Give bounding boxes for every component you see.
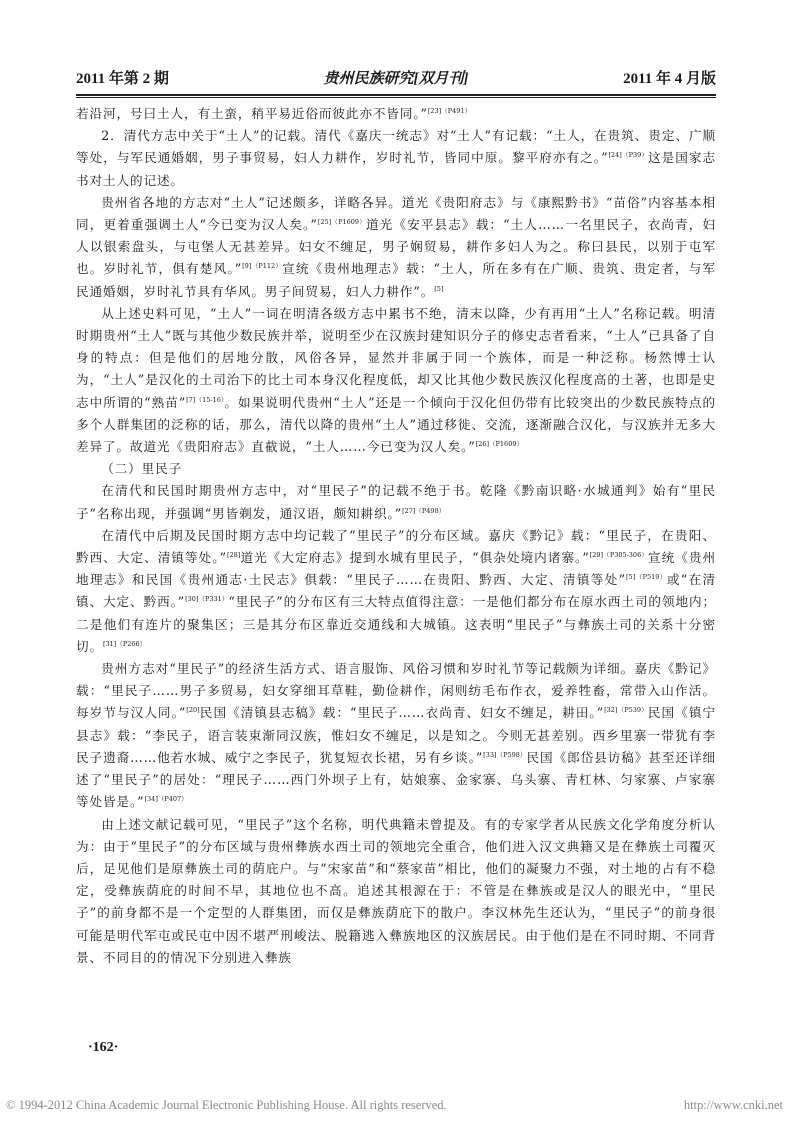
section-heading: （二）里民子 xyxy=(101,461,183,477)
paragraph: 从上述史料可见，“土人”一词在明清各级方志中累书不绝，清末以降，少有再用“土人”名称记载。明清时期贵州“土人”既与其他少数民族并举，说明至少在汉族封建知识分子的修史志者看来，“土人”已具备了自身的特点：但是他们的居地分散，风俗各异，显然并非属于同一个族体，而是一种泛称。杨然博士认为，“土人”是汉化的土司治下的比土司本身汉化程度低，却又比其他少数民族汉化程度高的土著，也即是史志中所谓的“熟苗”$^{[7](15-16)}$。如果说明代贵州“土人”还是一个倾向于汉化但仍带有比较突出的少数民族特点的多个人群集团的泛称的话，那么，清代以降的贵州“土人”通过移徙、交流，逐渐融合汉化，与汉族并无多大差异了。故道光《贵阳府志》直截说，“土人……今已变为汉人矣。”$^{[26](P1609)}$ xyxy=(76,305,716,455)
paragraph: 贵州省各地的方志对“土人”记述颇多，详略各异。道光《贵阳府志》与《康熙黔书》“苗俗”内容基本相同，更着重强调土人“今已变为汉人矣。”$^{[25](P1609)}$道光《安平县志》载：“土人……一名里民子，衣尚青，妇人以银索盘头，与屯堡人无甚差异。妇女不缠足，男子娴贸易，耕作多妇人为之。称曰县民，以别于屯军也。岁时礼节，俱有楚风。”$^{[9](P112)}$宣统《贵州地理志》载：“土人，所在多有在广顺、贵筑、贵定者，与军民通婚姻，岁时礼节具有华风。男子间贸易，妇人力耕作”。[5] xyxy=(76,194,716,299)
paragraph: 在清代和民国时期贵州方志中，对“里民子”的记载不绝于书。乾隆《黔南识略·水城通判》始有“里民子”名称出现，并强调“男皆剃发，通汉语，颇知耕织。”$^{[27](P498)}$ xyxy=(76,483,716,521)
edition-label: 2011 年 4 月版 xyxy=(623,71,716,87)
issue-label: 2011 年第 2 期 xyxy=(76,71,169,87)
header-rule-thick xyxy=(76,94,716,96)
citation-ref: [27]（P498） xyxy=(402,506,446,515)
copyright-notice: © 1994-2012 China Academic Journal Electronic Publishing House. All rights reserved. xyxy=(6,1098,447,1112)
citation-ref: [9]（P112） xyxy=(242,262,283,271)
article-body xyxy=(76,103,716,969)
citation-ref: [20] xyxy=(186,706,200,715)
paragraph: 贵州方志对“里民子”的经济生活方式、语言服饰、风俗习惯和岁时礼节等记载颇为详细。嘉庆《黔记》载：“里民子……男子多贸易，妇女穿细耳草鞋，勤俭耕作，闲则纺毛布作衣，爱养牲畜，常带入山作活。每岁节与汉人同。”[20]民国《清镇县志稿》载：“里民子……衣尚青、妇女不缠足，耕田。”$^{[32](P539)}$民国《镇宁县志》载：“李民子，语言装束渐同汉族，惟妇女不缠足，以是知之。今则无甚差别。西乡里寨一带犹有李民子遗裔……他若水城、威宁之李民子，犹复短衣长裙，另有乡谈。”$^{[33](P598)}$民国《郎岱县访稿》甚至还详细述了“里民子”的居处：“理民子……西门外坝子上有，姑娘寨、金家寨、乌头寨、青杠林、匀家寨、卢家寨等处皆是。”$^{[34](P407)}$ xyxy=(76,661,716,810)
citation-ref: [25]（P1609） xyxy=(317,217,366,226)
journal-title: 贵州民族研究[双月刊] xyxy=(323,71,469,87)
citation-ref: [7]（15-16） xyxy=(186,395,225,404)
page-number: ·162· xyxy=(88,1040,119,1055)
header-rule-thin xyxy=(76,97,716,98)
citation-ref: [24]（P39） xyxy=(608,151,648,160)
citation-ref: [26]（P1609） xyxy=(475,439,523,448)
citation-ref: [32]（P539） xyxy=(604,706,648,715)
paragraph: 由上述文献记载可见，“里民子”这个名称，明代典籍未曾提及。有的专家学者从民族文化学角度分析认为：由于“里民子”的分布区域与贵州彝族水西土司的领地完全重合，他们进入汉文典籍又是在彝族土司覆灭后，足见他们是原彝族土司的荫庇户。与“宋家苗”和“蔡家苗”相比，他们的凝聚力不强，对土地的占有不稳定，受彝族荫庇的时间不早，其地位也不高。追述其根源在于：不管是在彝族或是汉人的眼光中，“里民子”的前身都不是一个定型的人群集团，而仅是彝族荫庇下的散户。李汉林先生还认为，“里民子”的前身很可能是明代军屯或民屯中因不堪严刑峻法、脱籍逃入彝族地区的汉族居民。由于他们是在不同时期、不同背景、不同目的的情况下分别进入彝族 xyxy=(76,816,716,965)
citation-ref: [33]（P598） xyxy=(483,750,527,759)
paragraph: 若沿河，号曰土人，有土蛮，稍平易近俗而彼此亦不皆同。”$^{[23](P491)}$ xyxy=(76,106,472,121)
paragraph: 2．清代方志中关于“土人”的记载。清代《嘉庆一统志》对“土人”有记载：“土人，在贵筑、贵定、广顺等处，与军民通婚姻，男子事贸易，妇人力耕作，岁时礼节，皆同中原。黎平府亦有之。”$^{[24](P39)}$这是国家志书对土人的记述。 xyxy=(76,128,716,188)
page-footer xyxy=(0,1098,789,1120)
running-header xyxy=(76,58,716,88)
citation-ref: [5] xyxy=(434,284,444,293)
paragraph: 在清代中后期及民国时期方志中均记载了“里民子”的分布区域。嘉庆《黔记》载：“里民子，在贵阳、黔西、大定、清镇等处。”[28]道光《大定府志》提到水城有里民子，“俱杂处境内诸寨。”$^{[29](P305-306)}$宣统《贵州地理志》和民国《贵州通志·土民志》俱载：“里民子……在贵阳、黔西、大定、清镇等处”$^{[5](P519)}$或“在清镇、大定、黔西。”$^{[30](P331)}$“里民子”的分布区有三大特点值得注意：一是他们都分布在原水西土司的领地内；二是他们有连片的聚集区；三是其分布区靠近交通线和大城镇。这表明“里民子”与彝族土司的关系十分密切。$^{[31](P266)}$ xyxy=(76,527,717,654)
citation-ref: [23]（P491） xyxy=(427,106,472,115)
footer-url[interactable]: http://www.cnki.net xyxy=(683,1098,783,1112)
citation-ref: [29]（P305-306） xyxy=(589,550,648,559)
citation-ref: [5]（P519） xyxy=(626,573,667,582)
citation-ref: [28] xyxy=(226,550,241,559)
citation-ref: [30]（P331） xyxy=(185,595,229,604)
citation-ref: [34]（P407） xyxy=(144,795,188,804)
citation-ref: [31]（P266） xyxy=(103,639,147,648)
